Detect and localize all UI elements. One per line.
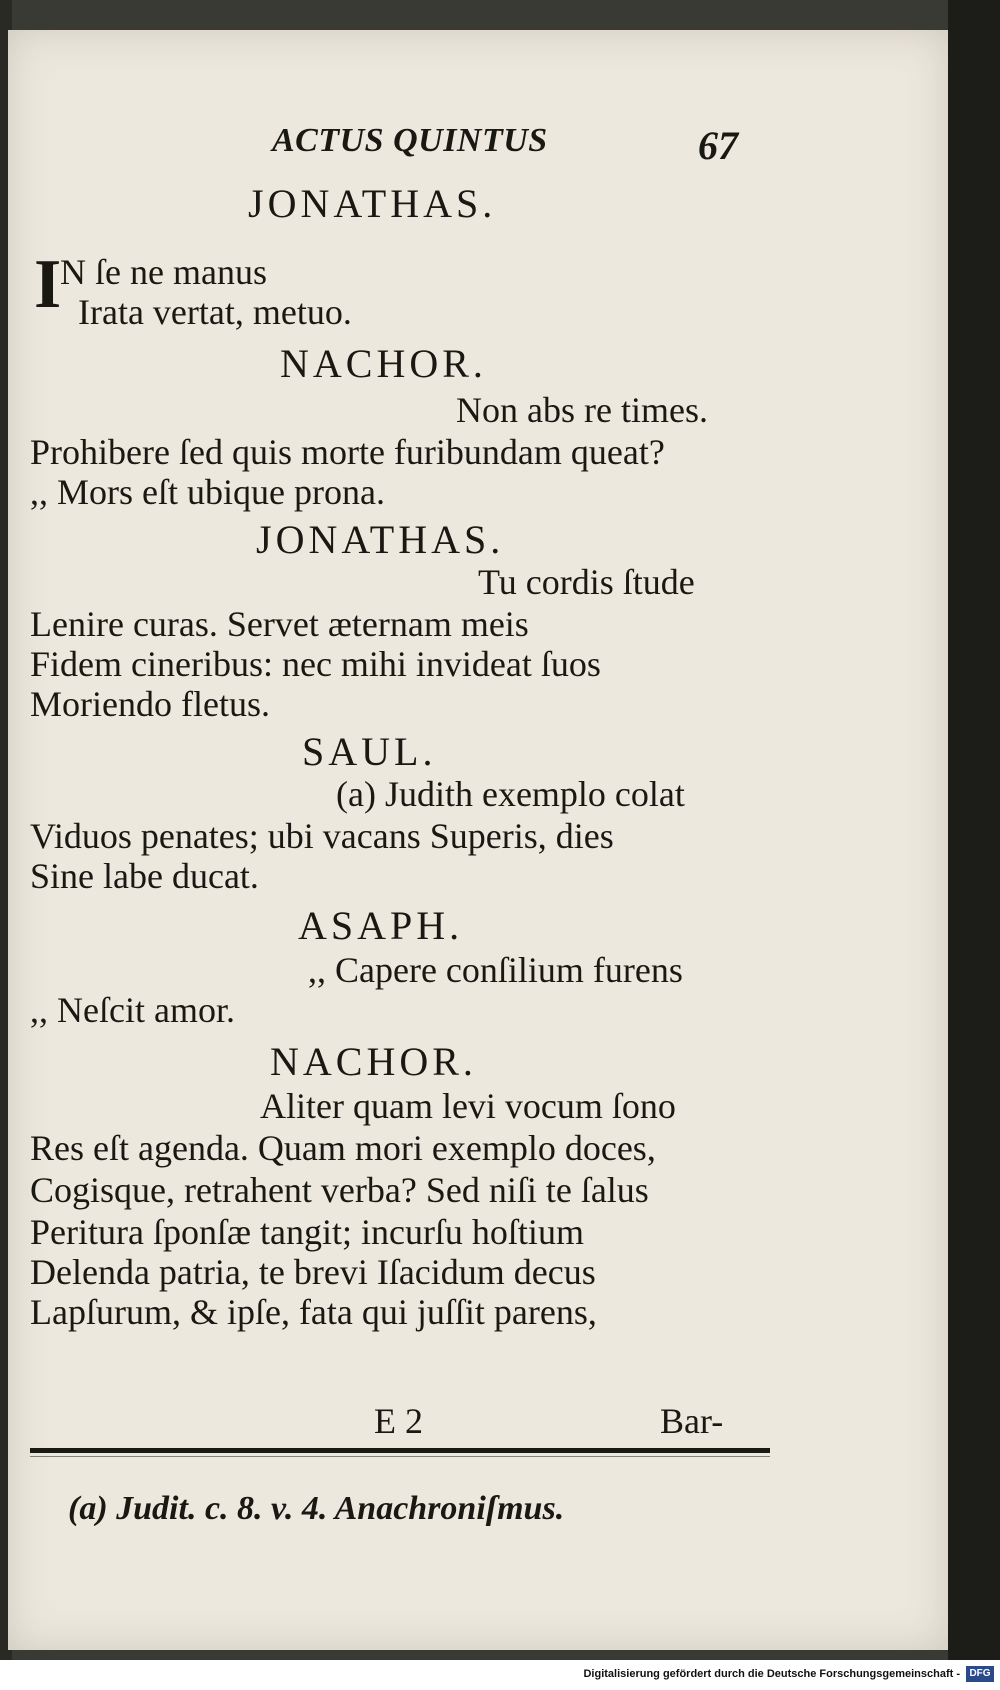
scan-backdrop-right (948, 0, 1000, 1660)
page-number: 67 (698, 123, 738, 168)
verse-line: Aliter quam levi vocum ſono (260, 1086, 676, 1126)
catchword: Bar- (660, 1401, 724, 1441)
speaker-asaph: ASAPH. (298, 903, 464, 948)
speaker-nachor: NACHOR. (270, 1039, 477, 1084)
verse-line: Lenire curas. Servet æternam meis (30, 604, 529, 644)
dfg-logo-icon: DFG (966, 1666, 994, 1682)
speaker-nachor: NACHOR. (280, 341, 487, 386)
verse-line: Tu cordis ſtude (478, 562, 695, 602)
footnote-rule-thin (30, 1456, 770, 1457)
verse-line: Peritura ſponſæ tangit; incurſu hoſtium (30, 1212, 584, 1252)
funding-credit: Digitalisierung gefördert durch die Deutsche Forschungsgemeinschaft - (583, 1668, 960, 1680)
book-page (8, 30, 948, 1650)
verse-line: ,, Capere conſilium furens (308, 950, 683, 990)
verse-line: ,, Mors eſt ubique prona. (30, 472, 385, 512)
verse-line: N ſe ne manus (60, 252, 267, 292)
drop-cap: I (34, 246, 62, 323)
verse-line: Non abs re times. (456, 390, 708, 430)
verse-line: ,, Neſcit amor. (30, 990, 235, 1030)
verse-line: Fidem cineribus: nec mihi invideat ſuos (30, 644, 601, 684)
verse-line: Delenda patria, te brevi Iſacidum decus (30, 1252, 596, 1292)
footnote-rule (30, 1448, 770, 1453)
verse-line: Viduos penates; ubi vacans Superis, dies (30, 816, 614, 856)
funding-bar (0, 1660, 1000, 1690)
verse-line: Prohibere ſed quis morte furibundam queat? (30, 432, 665, 472)
speaker-saul: SAUL. (302, 729, 437, 774)
speaker-jonathas: JONATHAS. (256, 517, 505, 562)
signature-mark: E 2 (374, 1401, 423, 1441)
footnote: (a) Judit. c. 8. v. 4. Anachroniſmus. (68, 1490, 565, 1527)
verse-line: Lapſurum, & ipſe, fata qui juſſit parens, (30, 1292, 597, 1332)
running-head: ACTUS QUINTUS (272, 122, 548, 159)
verse-line: Sine labe ducat. (30, 856, 259, 896)
verse-line: (a) Judith exemplo colat (336, 774, 685, 814)
verse-line: Moriendo fletus. (30, 684, 270, 724)
verse-line: Cogisque, retrahent verba? Sed niſi te ſalus (30, 1170, 649, 1210)
speaker-jonathas: JONATHAS. (248, 181, 497, 226)
verse-line: Irata vertat, metuo. (78, 292, 352, 332)
verse-line: Res eſt agenda. Quam mori exemplo doces, (30, 1128, 656, 1168)
